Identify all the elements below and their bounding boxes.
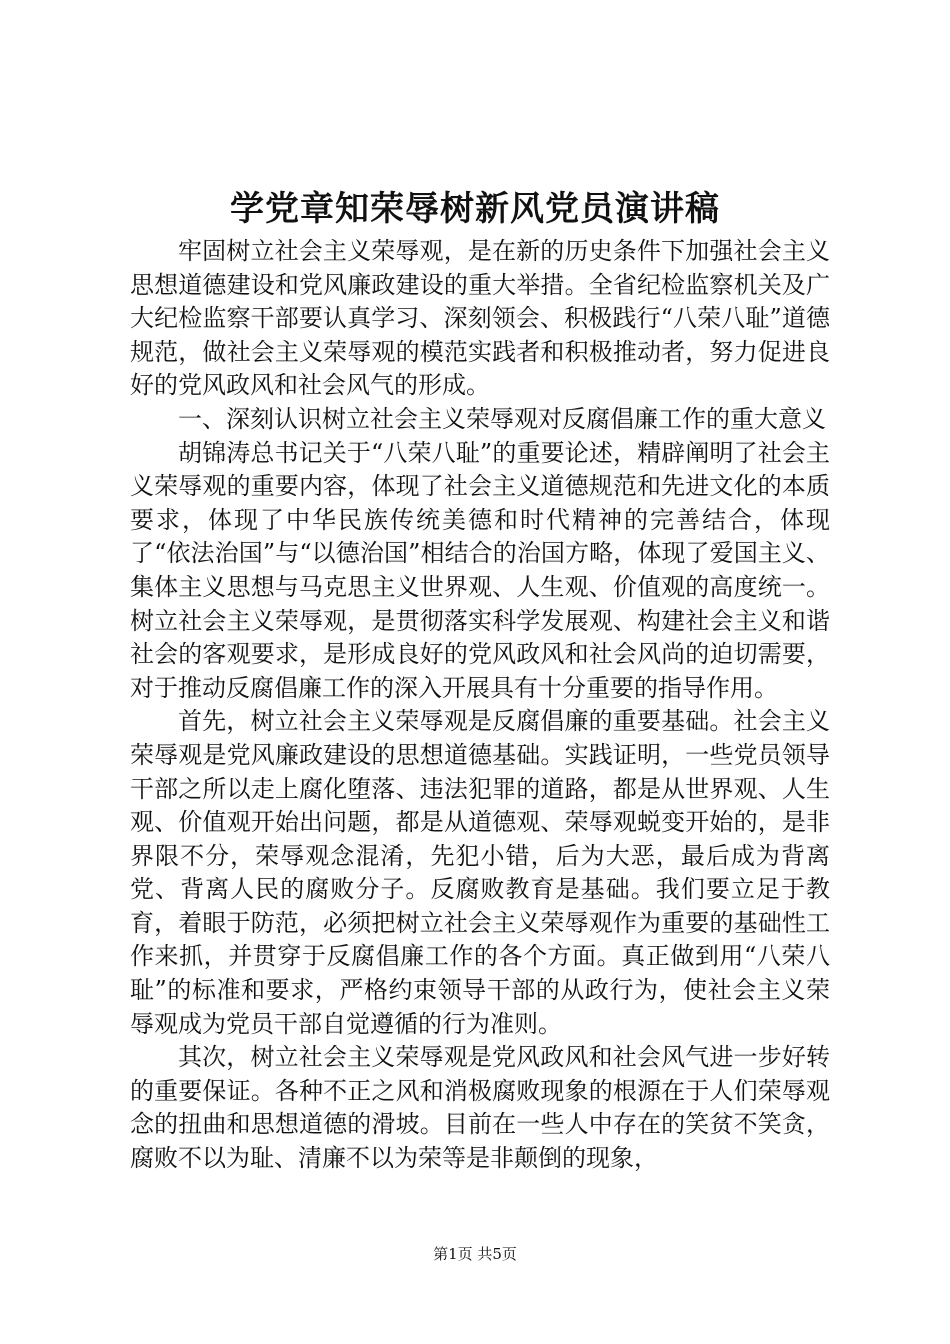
paragraph-significance: 胡锦涛总书记关于“八荣八耻”的重要论述，精辟阐明了社会主义荣辱观的重要内容，体现了社会主义道德规范和先进文化的本质要求，体现了中华民族传统美德和时代精神的完善结合，体现了“依法治国”与“以德治国”相结合的治国方略，体现了爱国主义、集体主义思想与马克思主义世界观、人生观、价值观的高度统一。树立社会主义荣辱观，是贯彻落实科学发展观、构建社会主义和谐社会的客观要求，是形成良好的党风政风和社会风尚的迫切需要，对于推动反腐倡廉工作的深入开展具有十分重要的指导作用。 xyxy=(130,438,830,702)
paragraph-first-point: 首先，树立社会主义荣辱观是反腐倡廉的重要基础。社会主义荣辱观是党风廉政建设的思想道德基础。实践证明，一些党员领导干部之所以走上腐化堕落、违法犯罪的道路，都是从世界观、人生观、价值观开始出问题，都是从道德观、荣辱观蜕变开始的，是非界限不分，荣辱观念混淆，先犯小错，后为大恶，最后成为背离党、背离人民的腐败分子。反腐败教育是基础。我们要立足于教育，着眼于防范，必须把树立社会主义荣辱观作为重要的基础性工作来抓，并贯穿于反腐倡廉工作的各个方面。真正做到用“八荣八耻”的标准和要求，严格约束领导干部的从政行为，使社会主义荣辱观成为党员干部自觉遵循的行为准则。 xyxy=(130,707,830,1038)
document-title: 学党章知荣辱树新风党员演讲稿 xyxy=(230,189,720,229)
section-heading: 一、深刻认识树立社会主义荣辱观对反腐倡廉工作的重大意义 xyxy=(178,404,826,433)
document-body xyxy=(130,235,830,1176)
page-footer: 第1页 共5页 xyxy=(433,1245,517,1263)
paragraph-intro: 牢固树立社会主义荣辱观，是在新的历史条件下加强社会主义思想道德建设和党风廉政建设的重大举措。全省纪检监察机关及广大纪检监察干部要认真学习、深刻领会、积极践行“八荣八耻”道德规范，做社会主义荣辱观的模范实践者和积极推动者，努力促进良好的党风政风和社会风气的形成。 xyxy=(130,237,830,400)
paragraph-second-point: 其次，树立社会主义荣辱观是党风政风和社会风气进一步好转的重要保证。各种不正之风和消极腐败现象的根源在于人们荣辱观念的扭曲和思想道德的滑坡。目前在一些人中存在的笑贫不笑贪，腐败不以为耻、清廉不以为荣等是非颠倒的现象， xyxy=(130,1043,830,1173)
